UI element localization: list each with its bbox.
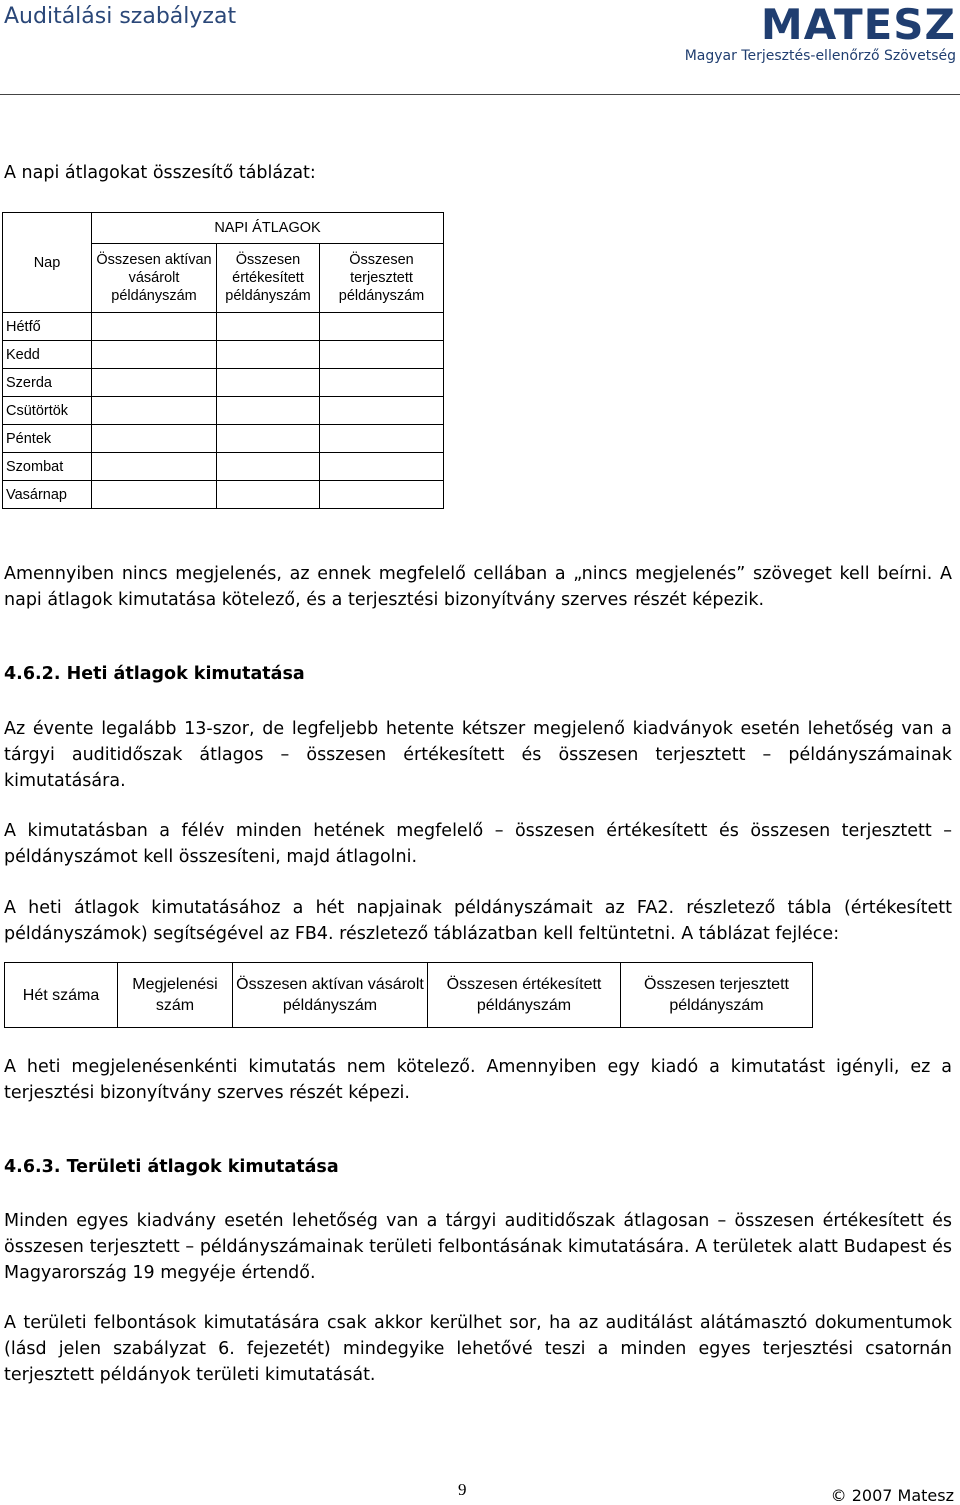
table-row: [3, 481, 444, 509]
weekly-paragraph-2: A kimutatásban a félév minden hetének megfelelő – összesen értékesített és összesen terjesztett – példányszámot kell összesíteni, majd átlagolni.: [4, 821, 952, 867]
col-header-active-purchased: Összesen aktívan vásárolt példányszám: [92, 244, 217, 313]
document-title: Auditálási szabályzat: [4, 4, 237, 29]
day-cell: Hétfő: [3, 313, 92, 341]
day-cell: Péntek: [3, 425, 92, 453]
col-header-day: Nap: [3, 213, 92, 313]
table-row: [3, 341, 444, 369]
day-cell: Csütörtök: [3, 397, 92, 425]
weekly-paragraph-1: Az évente legalább 13-szor, de legfeljebb hetente kétszer megjelenő kiadványok esetén lehetőség van a tárgyi auditidőszak átlagos – összesen értékesített és összesen terjesztett – példányszámainak kimutatására.: [4, 719, 952, 791]
matesz-logo: [684, 0, 956, 70]
weekly-paragraph-4: A heti megjelenésenkénti kimutatás nem kötelező. Amennyiben egy kiadó a kimutatást igényli, ez a terjesztési bizonyítvány szerves részét képezi.: [4, 1057, 952, 1103]
col-header-distributed: Összesen terjesztett példányszám: [320, 244, 444, 313]
col-header-issue-number: Megjelenési szám: [118, 963, 233, 1028]
section-heading-regional: 4.6.3. Területi átlagok kimutatása: [4, 1157, 339, 1177]
table-row: [3, 369, 444, 397]
day-cell: Kedd: [3, 341, 92, 369]
day-cell: Vasárnap: [3, 481, 92, 509]
col-header-sold: Összesen értékesített példányszám: [428, 963, 621, 1028]
table-row: [3, 425, 444, 453]
group-header-daily-averages: NAPI ÁTLAGOK: [92, 213, 444, 244]
col-header-distributed: Összesen terjesztett példányszám: [621, 963, 813, 1028]
col-header-sold: Összesen értékesített példányszám: [217, 244, 320, 313]
weekly-paragraph-3: A heti átlagok kimutatásához a hét napjainak példányszámait az FA2. részletező tábla (értékesített példányszámok) segítségével az FB4. részletező táblázatban kell feltüntetni. A táblázat fejléce:: [4, 898, 952, 944]
regional-paragraph-2: A területi felbontások kimutatására csak akkor kerülhet sor, ha az auditálást alátámasztó dokumentumok (lásd jelen szabályzat 6. fejezetét) mindegyike lehetővé teszi a minden egyes terjesztési csatornán terjesztett példányok területi kimutatását.: [4, 1313, 952, 1385]
logo-text: MATESZ: [760, 0, 956, 49]
table-row: [3, 397, 444, 425]
table-row: [3, 453, 444, 481]
table-row: [3, 313, 444, 341]
header-divider: [0, 94, 960, 95]
weekly-header-table: [4, 962, 813, 1028]
day-cell: Szerda: [3, 369, 92, 397]
section-heading-weekly: 4.6.2. Heti átlagok kimutatása: [4, 664, 305, 684]
copyright-notice: © 2007 Matesz: [830, 1486, 954, 1505]
page-number: 9: [458, 1480, 467, 1499]
col-header-week-number: Hét száma: [5, 963, 118, 1028]
daily-note-paragraph: Amennyiben nincs megjelenés, az ennek megfelelő cellában a „nincs megjelenés” szöveget kell beírni. A napi átlagok kimutatása kötelező, és a terjesztési bizonyítvány szerves részét képezik.: [4, 564, 952, 610]
col-header-active-purchased: Összesen aktívan vásárolt példányszám: [233, 963, 428, 1028]
logo-subtitle: Magyar Terjesztés-ellenőrző Szövetség: [684, 48, 956, 64]
day-cell: Szombat: [3, 453, 92, 481]
table-caption: A napi átlagokat összesítő táblázat:: [4, 163, 316, 183]
daily-averages-table: [2, 212, 444, 509]
regional-paragraph-1: Minden egyes kiadvány esetén lehetőség van a tárgyi auditidőszak átlagosan – összesen értékesített és összesen terjesztett – példányszámainak területi felbontásának kimutatására. A területek alatt Budapest és Magyarország 19 megyéje értendő.: [4, 1211, 952, 1283]
